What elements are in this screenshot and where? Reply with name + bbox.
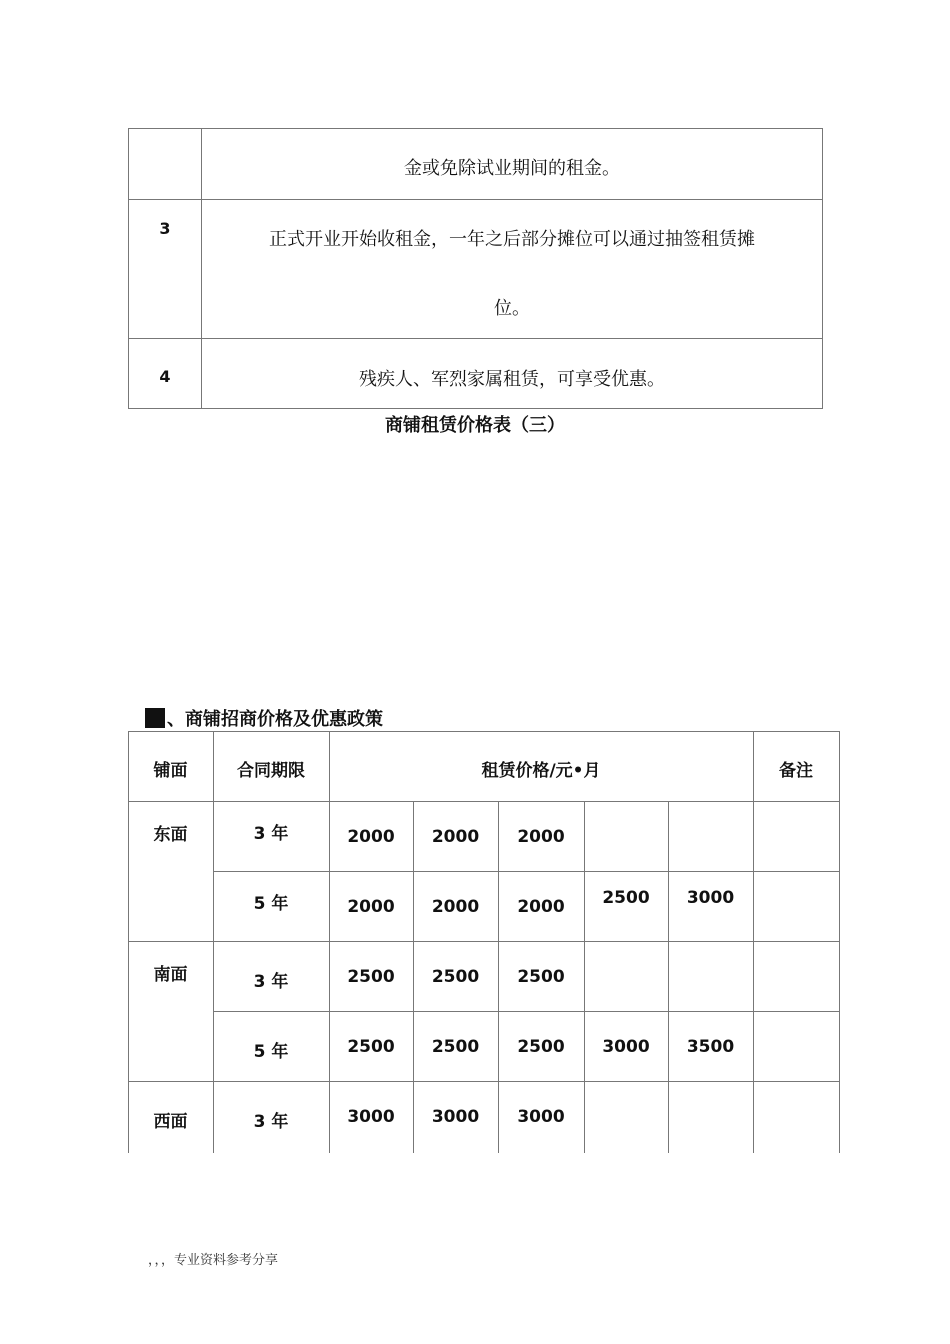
grid-line <box>128 731 129 1153</box>
term-label: 5 年 <box>253 1042 289 1062</box>
price-cell: 2500 <box>347 967 395 987</box>
grid-line <box>584 801 585 1153</box>
term-label: 3 年 <box>253 1112 289 1132</box>
price-cell: 2000 <box>431 897 480 917</box>
price-cell: 2500 <box>602 888 650 908</box>
grid-line <box>839 731 840 1153</box>
grid-line <box>128 731 840 732</box>
term-label: 3 年 <box>253 972 289 992</box>
row-text: 位。 <box>494 298 530 319</box>
term-label: 3 年 <box>253 824 289 844</box>
grid-line <box>668 801 669 1153</box>
header-facade: 铺面 <box>153 761 188 781</box>
section-title: 、商铺招商价格及优惠政策 <box>167 709 383 730</box>
price-cell: 3500 <box>686 1037 735 1057</box>
terms-table <box>128 128 823 409</box>
row-text: 正式开业开始收租金，一年之后部分摊位可以通过抽签租赁摊 <box>269 229 755 250</box>
price-cell: 2500 <box>431 967 480 987</box>
grid-line <box>753 731 754 1153</box>
row-text: 金或免除试业期间的租金。 <box>404 158 620 179</box>
header-price: 租赁价格/元•月 <box>481 761 601 781</box>
row-divider <box>129 199 822 200</box>
price-table <box>128 731 840 1153</box>
grid-line <box>213 871 840 872</box>
facade-label: 东面 <box>153 825 188 845</box>
term-label: 5 年 <box>253 894 289 914</box>
table-caption: 商铺租赁价格表（三） <box>385 415 565 436</box>
price-cell: 2000 <box>347 897 395 917</box>
grid-line <box>128 1081 840 1082</box>
price-cell: 2000 <box>347 827 395 847</box>
price-cell: 2500 <box>517 1037 565 1057</box>
row-number: 4 <box>159 367 171 386</box>
row-text: 残疾人、军烈家属租赁，可享受优惠。 <box>359 369 665 390</box>
price-cell: 3000 <box>686 888 735 908</box>
price-cell: 3000 <box>602 1037 650 1057</box>
price-cell: 2500 <box>517 967 565 987</box>
facade-label: 南面 <box>153 965 188 985</box>
price-cell: 3000 <box>347 1107 395 1127</box>
price-cell: 3000 <box>431 1107 480 1127</box>
price-cell: 2000 <box>431 827 480 847</box>
grid-line <box>213 731 214 1153</box>
header-term: 合同期限 <box>237 761 305 781</box>
grid-line <box>128 801 840 802</box>
grid-line <box>213 1011 840 1012</box>
price-cell: 2000 <box>517 827 565 847</box>
facade-label: 西面 <box>153 1112 188 1132</box>
section-heading <box>145 705 383 731</box>
row-divider <box>129 338 822 339</box>
row-number: 3 <box>159 219 171 238</box>
footer-note: ，，，专业资料参考分享 <box>148 1253 279 1268</box>
price-cell: 3000 <box>517 1107 565 1127</box>
section-marker <box>145 708 165 728</box>
price-cell: 2500 <box>431 1037 480 1057</box>
price-cell: 2500 <box>347 1037 395 1057</box>
header-remark: 备注 <box>779 761 813 781</box>
grid-line <box>128 941 840 942</box>
price-cell: 2000 <box>517 897 565 917</box>
grid-line <box>329 731 330 1153</box>
